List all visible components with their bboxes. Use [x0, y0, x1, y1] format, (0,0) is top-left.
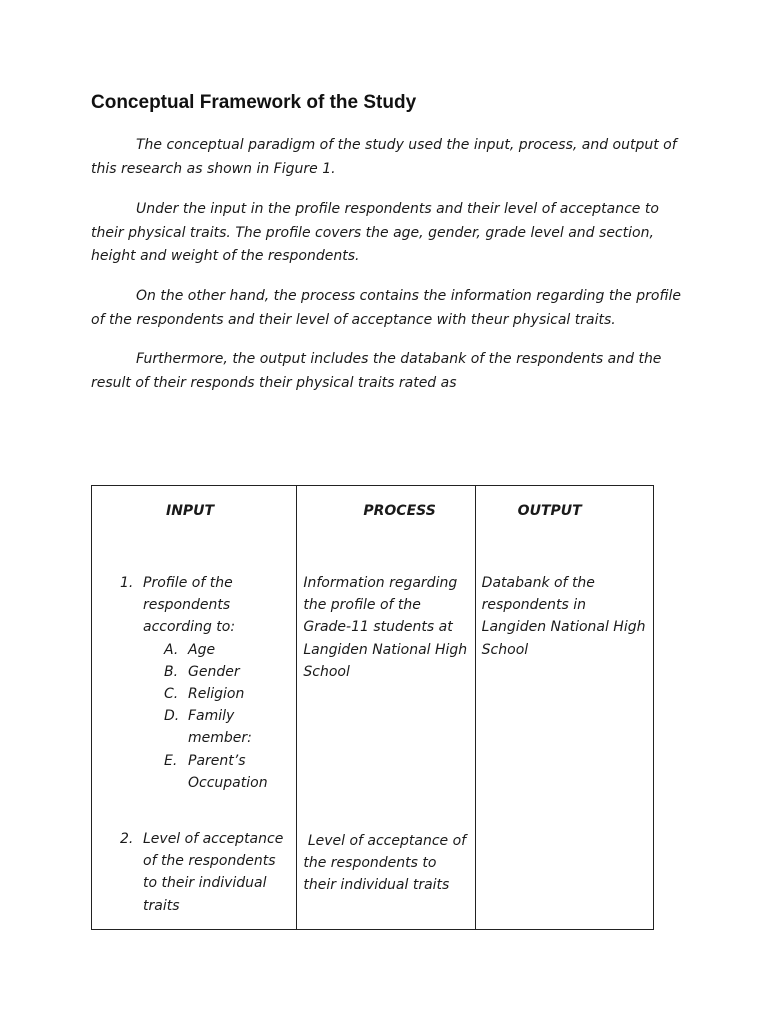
input-item-number: 2.: [120, 831, 134, 847]
paragraph-output: Furthermore, the output includes the databank of the respondents and the result of their responds their physical traits rated as: [91, 351, 662, 391]
input-item-text: Profile of the respondents according to:: [143, 575, 236, 636]
output-column: [475, 486, 653, 930]
process-column: [297, 486, 475, 930]
input-column: [92, 486, 297, 930]
list-item: B. Gender: [164, 663, 240, 680]
paragraph-input: Under the input in the profile respondents and their level of acceptance to their physical traits. The profile covers the age, gender, grade level and section, height and weight of the respondents.: [91, 201, 659, 264]
process-item-acceptance: Level of acceptance of the respondents to their individual traits: [303, 833, 471, 894]
paragraph-intro: The conceptual paradigm of the study used the input, process, and output of this research as shown in Figure 1.: [91, 137, 677, 177]
table-row: [92, 486, 654, 930]
output-header: OUTPUT: [517, 503, 582, 519]
framework-table: [91, 485, 654, 930]
document-heading: Conceptual Framework of the Study: [91, 92, 417, 113]
input-item-profile: [143, 572, 293, 794]
list-item: D. Family member:: [164, 708, 252, 747]
process-header: PROCESS: [363, 503, 436, 519]
input-header: INPUT: [166, 503, 215, 519]
list-item: E. Parent’s Occupation: [164, 752, 268, 791]
list-item: C. Religion: [164, 686, 245, 703]
input-item-acceptance: Level of acceptance of the respondents to their individual traits: [143, 831, 284, 914]
list-item: A. Age: [164, 641, 216, 658]
input-item-number: 1.: [120, 575, 134, 591]
paragraph-process: On the other hand, the process contains the information regarding the profile of the respondents and their level of acceptance with theur physical traits.: [91, 288, 682, 328]
process-item-profile: Information regarding the profile of the Grade-11 students at Langiden National High School: [303, 575, 468, 680]
output-item-databank: Databank of the respondents in Langiden National High School: [481, 575, 646, 658]
